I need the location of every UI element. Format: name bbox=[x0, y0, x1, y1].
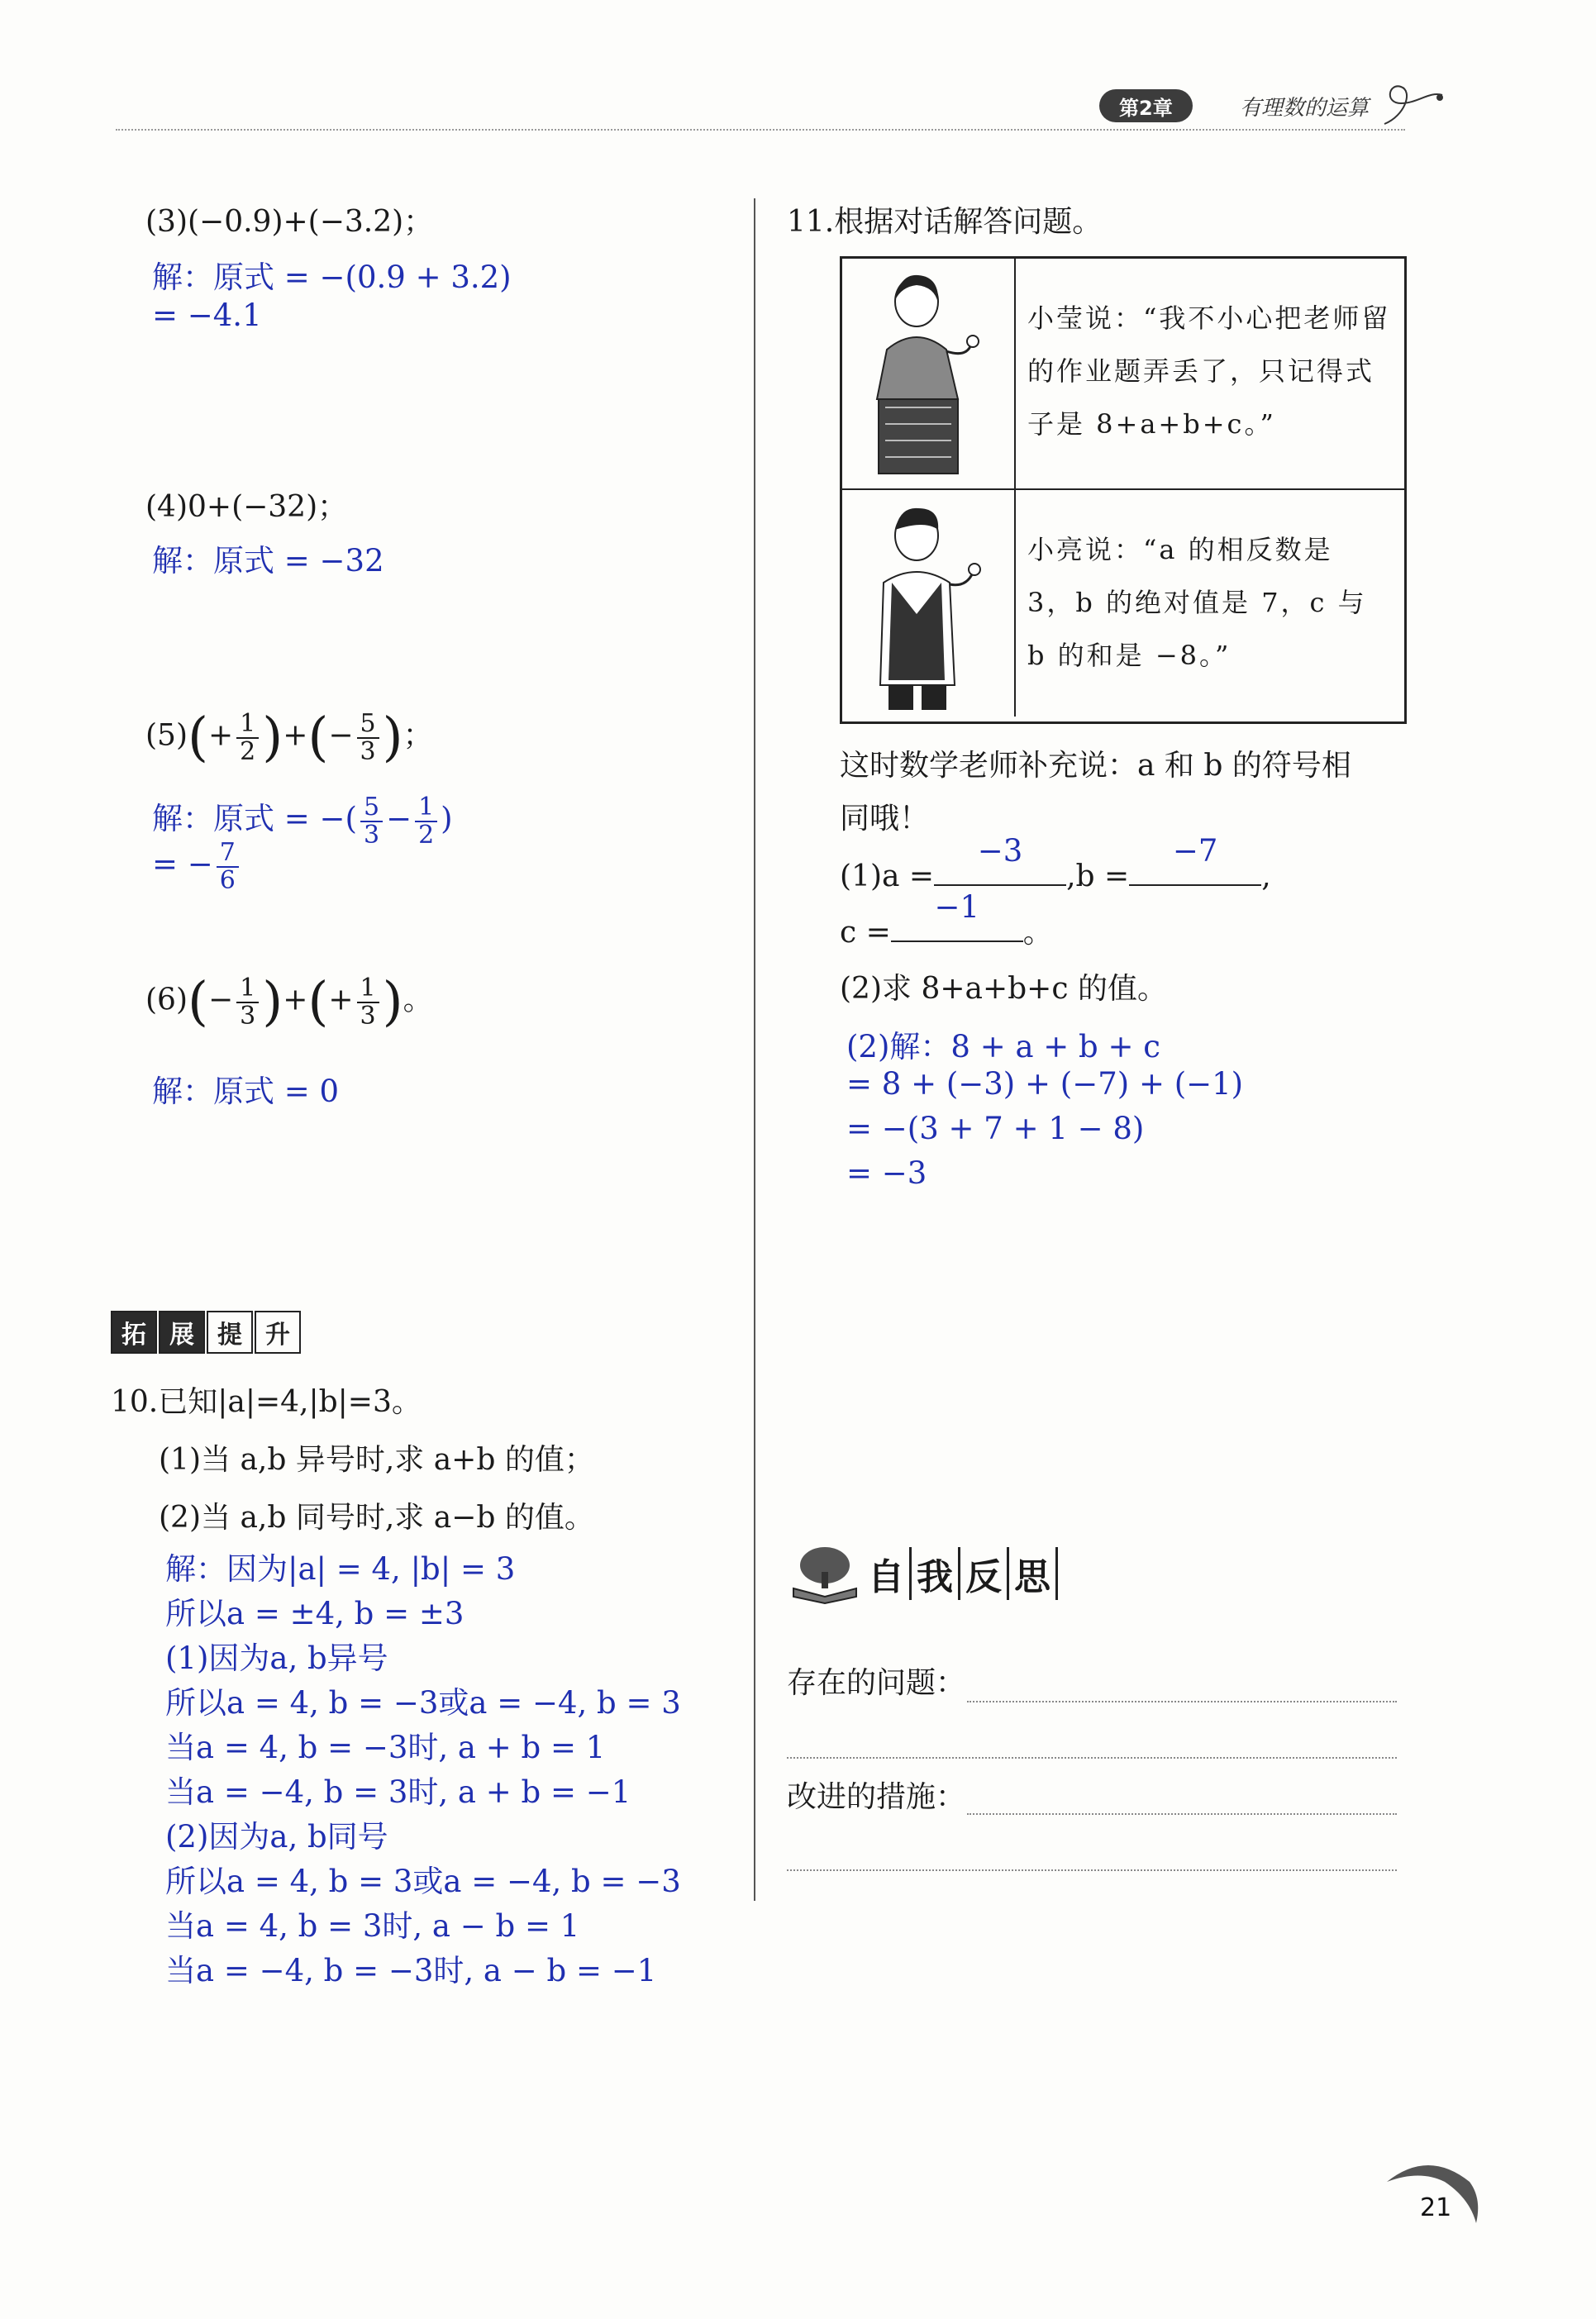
chapter-title: 有理数的运算 bbox=[1240, 96, 1370, 121]
answer-10-line1: 解：因为|a| = 4, |b| = 3 bbox=[165, 1551, 516, 1587]
girl-illustration bbox=[842, 259, 1016, 488]
problem-5-fraction1: $\frac{1}{2}$ bbox=[236, 711, 259, 764]
teacher-line2: 同哦！ bbox=[840, 802, 930, 836]
swirl-ornament-icon bbox=[1380, 83, 1446, 132]
dialogue-row-boy bbox=[842, 490, 1404, 717]
answer-10-line2: 所以a = ±4, b = ±3 bbox=[165, 1596, 465, 1631]
answer-10-line10: 当a = −4, b = −3时, a − b = −1 bbox=[165, 1953, 657, 1988]
problems-writing-line-1[interactable] bbox=[967, 1701, 1397, 1702]
answer-blank-b[interactable]: −7 bbox=[1129, 851, 1261, 886]
reflect-char-3: 反 bbox=[960, 1547, 1009, 1600]
problem-5-sign2: − bbox=[328, 718, 354, 753]
problem-5-fraction2: $\frac{5}{3}$ bbox=[357, 711, 379, 764]
answer-11-line1: (2)解：8 + a + b + c bbox=[846, 1029, 1160, 1064]
answer-3-line2: = −4.1 bbox=[152, 298, 262, 333]
problem-11-stem: 11.根据对话解答问题。 bbox=[787, 205, 1103, 239]
answer-3-line1: 解：原式 = −(0.9 + 3.2) bbox=[152, 260, 512, 295]
boy-illustration bbox=[842, 490, 1016, 717]
answer-10-line9: 当a = 4, b = 3时, a − b = 1 bbox=[165, 1908, 580, 1944]
teacher-line1: 这时数学老师补充说：a 和 b 的符号相 bbox=[840, 749, 1351, 783]
reflect-char-4: 思 bbox=[1009, 1547, 1058, 1600]
boy-speech: 小亮说：“a 的相反数是 3，b 的绝对值是 7，c 与 b 的和是 −8。” bbox=[1027, 534, 1367, 671]
answer-11-line2: = 8 + (−3) + (−7) + (−1) bbox=[846, 1066, 1244, 1102]
existing-problems-label: 存在的问题： bbox=[787, 1666, 966, 1700]
badge-char-4: 升 bbox=[255, 1311, 301, 1354]
problem-3: (3)(−0.9)+(−3.2)； bbox=[145, 205, 434, 239]
reflect-char-1: 自 bbox=[863, 1547, 912, 1600]
question-11-part1: (1)a = −3 ,b = −7 , bbox=[840, 833, 1271, 893]
page-number: 21 bbox=[1420, 2193, 1452, 2222]
measures-writing-line-2[interactable] bbox=[787, 1869, 1397, 1871]
problem-10-stem: 10.已知|a|=4,|b|=3。 bbox=[111, 1385, 422, 1419]
problem-6-fraction1: $\frac{1}{3}$ bbox=[236, 975, 259, 1029]
answer-10-line3: (1)因为a, b异号 bbox=[165, 1640, 388, 1676]
girl-speech: 小莹说：“我不小心把老师留的作业题弄丢了，只记得式子是 8+a+b+c。” bbox=[1027, 302, 1391, 440]
problem-10-sub2: (2)当 a,b 同号时,求 a−b 的值。 bbox=[159, 1501, 594, 1535]
answer-10-line4: 所以a = 4, b = −3或a = −4, b = 3 bbox=[165, 1685, 681, 1721]
tree-book-icon bbox=[787, 1542, 863, 1605]
problem-6: (6)(− $\frac{1}{3}$ )+(+ $\frac{1}{3}$ )。 bbox=[145, 971, 433, 1033]
answer-10-line7: (2)因为a, b同号 bbox=[165, 1819, 388, 1855]
section-badge-extend bbox=[111, 1311, 303, 1354]
answer-5-line2: = − $\frac{7}{6}$ bbox=[152, 840, 242, 893]
column-divider bbox=[754, 198, 755, 1901]
problem-5-sign1: + bbox=[207, 718, 234, 753]
answer-blank-a[interactable]: −3 bbox=[934, 851, 1066, 886]
chapter-badge bbox=[1099, 89, 1193, 122]
dialogue-row-girl bbox=[842, 259, 1404, 490]
answer-10-line5: 当a = 4, b = −3时, a + b = 1 bbox=[165, 1730, 606, 1765]
improvement-measures-label: 改进的措施： bbox=[787, 1780, 966, 1814]
answer-5-line1: 解：原式 = −( $\frac{5}{3}$ − $\frac{1}{2}$ ) bbox=[152, 793, 453, 850]
badge-char-2: 展 bbox=[159, 1311, 205, 1354]
badge-char-1: 拓 bbox=[111, 1311, 157, 1354]
problem-5-label: (5) bbox=[145, 718, 188, 753]
badge-char-3: 提 bbox=[207, 1311, 253, 1354]
measures-writing-line-1[interactable] bbox=[967, 1813, 1397, 1815]
problem-4: (4)0+(−32)； bbox=[145, 490, 348, 524]
dialogue-table bbox=[840, 256, 1407, 724]
answer-10-line6: 当a = −4, b = 3时, a + b = −1 bbox=[165, 1774, 631, 1810]
chapter-label: 第2章 bbox=[1119, 96, 1173, 120]
question-11-part2: (2)求 8+a+b+c 的值。 bbox=[840, 972, 1167, 1006]
answer-4-line1: 解：原式 = −32 bbox=[152, 543, 384, 579]
reflect-char-2: 我 bbox=[912, 1547, 960, 1600]
problem-5: (5)(+ $\frac{1}{2}$ )+(− $\frac{5}{3}$ )； bbox=[145, 707, 433, 769]
problem-10-sub1: (1)当 a,b 异号时,求 a+b 的值； bbox=[159, 1443, 594, 1477]
question-11-part1-c: c = −1 。 bbox=[840, 889, 1053, 950]
answer-10-line8: 所以a = 4, b = 3或a = −4, b = −3 bbox=[165, 1864, 681, 1899]
problem-5-op: + bbox=[283, 718, 308, 753]
page-number-badge bbox=[1379, 2149, 1486, 2240]
self-reflection-badge bbox=[787, 1542, 1058, 1605]
problems-writing-line-2[interactable] bbox=[787, 1757, 1397, 1759]
header-rule bbox=[116, 129, 1405, 131]
answer-blank-c[interactable]: −1 bbox=[891, 907, 1023, 942]
answer-11-line4: = −3 bbox=[846, 1155, 927, 1191]
problem-6-fraction2: $\frac{1}{3}$ bbox=[357, 975, 379, 1029]
answer-6-line1: 解：原式 = 0 bbox=[152, 1074, 340, 1109]
answer-11-line3: = −(3 + 7 + 1 − 8) bbox=[846, 1111, 1145, 1146]
